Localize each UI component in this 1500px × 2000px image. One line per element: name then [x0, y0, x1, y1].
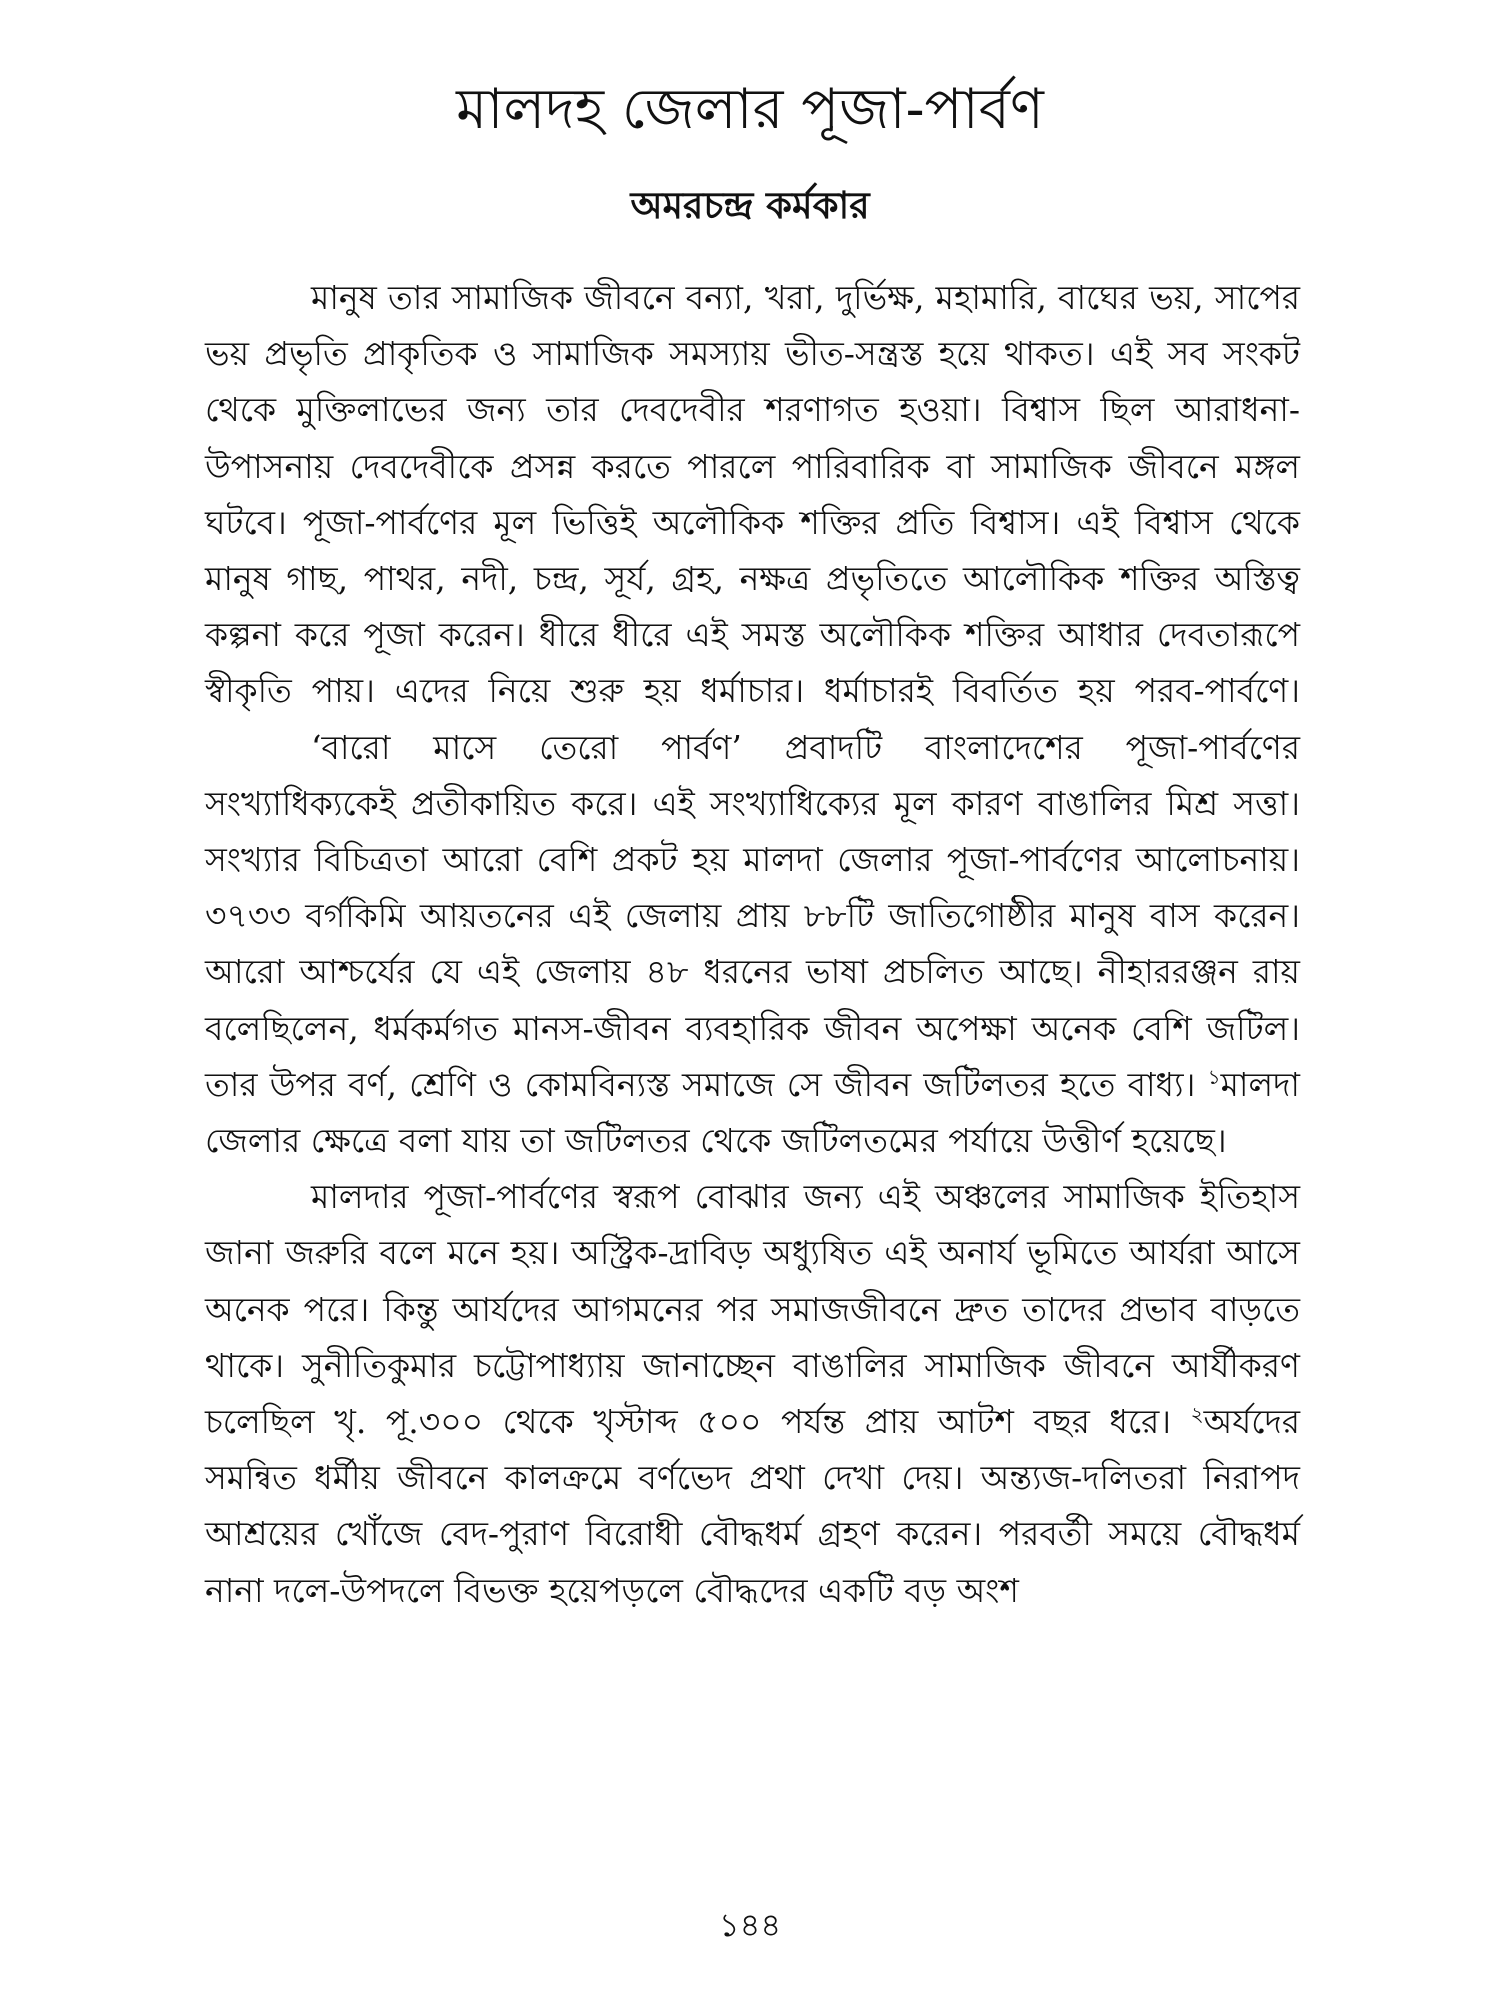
footnote-mark-1: ১	[1207, 1064, 1221, 1089]
paragraph-3-continuation: অর্যদের সমন্বিত ধর্মীয় জীবনে কালক্রমে বর্ণভেদ প্রথা দেখা দেয়। অন্ত্যজ-দলিতরা নিরাপদ আশ্রয়ের খোঁজে বেদ-পুরাণ বিরোধী বৌদ্ধধর্ম গ্রহণ করেন। পরবর্তী সময়ে বৌদ্ধধর্ম নানা দলে-উপদলে বিভক্ত হয়েপড়লে বৌদ্ধদের একটি বড় অংশ	[205, 1402, 1300, 1610]
paragraph-3	[205, 1169, 1300, 1619]
paragraph-2-continuation: মালদা জেলার ক্ষেত্রে বলা যায় তা জটিলতর থেকে জটিলতমের পর্যায়ে উত্তীর্ণ হয়েছে।	[205, 1064, 1300, 1161]
paragraph-3-text: মালদার পূজা-পার্বণের স্বরূপ বোঝার জন্য এই অঞ্চলের সামাজিক ইতিহাস জানা জরুরি বলে মনে হয়। অস্ট্রিক-দ্রাবিড় অধ্যুষিত এই অনার্য ভূমিতে আর্যরা আসে অনেক পরে। কিন্তু আর্যদের আগমনের পর সমাজজীবনে দ্রুত তাদের প্রভাব বাড়তে থাকে। সুনীতিকুমার চট্টোপাধ্যায় জানাচ্ছেন বাঙালির সামাজিক জীবনে আর্যীকরণ চলেছিল খৃ. পূ.৩০০ থেকে খৃস্টাব্দ ৫০০ পর্যন্ত প্রায় আটশ বছর ধরে।	[205, 1177, 1300, 1442]
paragraph-2-text: ‘বারো মাসে তেরো পার্বণ’ প্রবাদটি বাংলাদেশের পূজা-পার্বণের সংখ্যাধিক্যকেই প্রতীকায়িত করে। এই সংখ্যাধিক্যের মূল কারণ বাঙালির মিশ্র সত্তা। সংখ্যার বিচিত্রতা আরো বেশি প্রকট হয় মালদা জেলার পূজা-পার্বণের আলোচনায়। ৩৭৩৩ বর্গকিমি আয়তনের এই জেলায় প্রায় ৮৮টি জাতিগোষ্ঠীর মানুষ বাস করেন। আরো আশ্চর্যের যে এই জেলায় ৪৮ ধরনের ভাষা প্রচলিত আছে। নীহাররঞ্জন রায় বলেছিলেন, ধর্মকর্মগত মানস-জীবন ব্যবহারিক জীবন অপেক্ষা অনেক বেশি জটিল। তার উপর বর্ণ, শ্রেণি ও কোমবিন্যস্ত সমাজে সে জীবন জটিলতর হতে বাধ্য।	[205, 727, 1300, 1104]
article-body	[205, 270, 1300, 1619]
paragraph-1: মানুষ তার সামাজিক জীবনে বন্যা, খরা, দুর্ভিক্ষ, মহামারি, বাঘের ভয়, সাপের ভয় প্রভৃতি প্রাকৃতিক ও সামাজিক সমস্যায় ভীত-সন্ত্রস্ত হয়ে থাকত। এই সব সংকট থেকে মুক্তিলাভের জন্য তার দেবদেবীর শরণাগত হওয়া। বিশ্বাস ছিল আরাধনা-উপাসনায় দেবদেবীকে প্রসন্ন করতে পারলে পারিবারিক বা সামাজিক জীবনে মঙ্গল ঘটবে। পূজা-পার্বণের মূল ভিত্তিই অলৌকিক শক্তির প্রতি বিশ্বাস। এই বিশ্বাস থেকে মানুষ গাছ, পাথর, নদী, চন্দ্র, সূর্য, গ্রহ, নক্ষত্র প্রভৃতিতে আলৌকিক শক্তির অস্তিত্ব কল্পনা করে পূজা করেন। ধীরে ধীরে এই সমস্ত অলৌকিক শক্তির আধার দেবতারূপে স্বীকৃতি পায়। এদের নিয়ে শুরু হয় ধর্মাচার। ধর্মাচারই বিবর্তিত হয় পরব-পার্বণে।	[205, 278, 1300, 711]
footnote-mark-2: ২	[1190, 1402, 1204, 1427]
page-title: মালদহ জেলার পূজা-পার্বণ	[456, 77, 1044, 142]
paragraph-2	[205, 720, 1300, 1170]
author-name: অমরচন্দ্র কর্মকার	[630, 183, 870, 227]
page-number: ১৪৪	[718, 1906, 782, 1944]
